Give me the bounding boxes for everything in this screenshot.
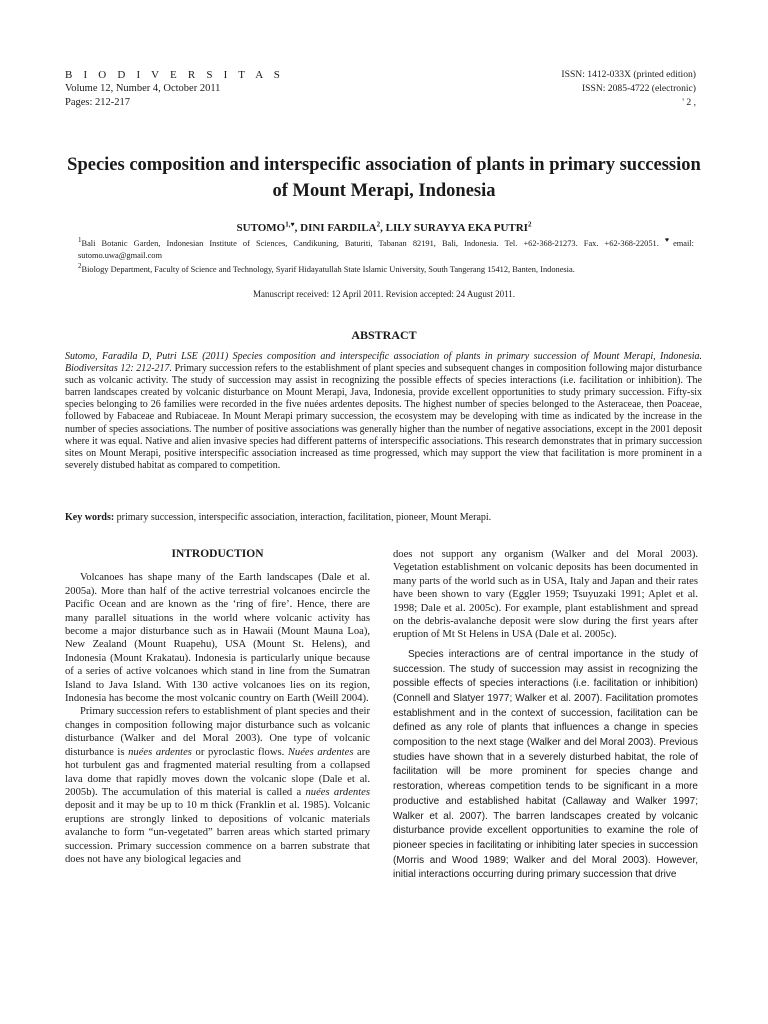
email-sup: ♥ bbox=[664, 236, 674, 245]
affiliation-2 bbox=[78, 264, 694, 276]
author-list bbox=[60, 222, 708, 234]
intro-p2-part-a: Primary succession refers to establishment of plant species and their changes in composition following major disturbance such as volcanic disturbance (Walker and del Moral 2003). One type of volcanic disturbance is bbox=[65, 706, 370, 758]
affiliation-1-text: Bali Botanic Garden, Indonesian Institute of Sciences, Candikuning, Baturiti, Tabanan 82191, Bali, Indonesia. Tel. +62-368-21273. Fax. +62-368-22051. bbox=[81, 239, 659, 248]
issn-print: ISSN: 1412-033X (printed edition) bbox=[561, 69, 696, 80]
intro-p2-part-c: are hot turbulent gas and fragmented material resulting from a collapsed lava dome that rapidly moves down the volcanic slope (Dale et al. 2005b). The accumulation of this material is called a bbox=[65, 746, 370, 798]
left-column bbox=[65, 548, 370, 866]
author-email[interactable]: email: sutomo.uwa@gmail.com bbox=[78, 239, 694, 260]
abstract-body bbox=[65, 351, 702, 472]
keywords-text: primary succession, interspecific association, interaction, facilitation, pioneer, Mount Merapi. bbox=[114, 512, 492, 523]
abstract-citation: Sutomo, Faradila D, Putri LSE (2011) Species composition and interspecific association of plants in primary succession of Mount Merapi, Indonesia. Biodiversitas 12: 212-217. bbox=[65, 351, 702, 375]
abstract-text: Primary succession refers to the establishment of plant species and subsequent changes in composition following major disturbance such as volcanic activity. The study of succession may assist in recognizing the possible effects of species interactions (i.e. facilitation or inhibition). The barren landscapes created by volcanic disturbance on Mount Merapi, Java, Indonesia, provide excellent opportunities to study primary succession. Fifty-six species belonging to 26 families were recorded in the five nuées ardentes deposits. The highest number of species belonged to the Asteraceae, then Poaceae, followed by Fabaceae and Rubiaceae. In Mount Merapi primary succession, the ecosystem may be developing with time as indicated by the increase in the number of species associations. The number of positive associations was generally higher than the number of negative associations, except in the 2001 deposit where it was equal. Native and alien invasive species had different patterns of interspecific associations. This research demonstrates that in primary succession sites on Mount Merapi, positive interspecific association increased as time progressed, which may support the view that facilitation is more prominent in a severely distubed habitat as compared to competition. bbox=[65, 363, 702, 471]
intro-p2-term-1: nuées ardentes bbox=[128, 746, 192, 758]
abstract-heading: ABSTRACT bbox=[351, 328, 417, 342]
right-column bbox=[393, 548, 698, 883]
author-2-sup: 2 bbox=[376, 220, 381, 229]
author-3: , LILY SURAYYA EKA PUTRI bbox=[380, 222, 528, 234]
intro-paragraph-2 bbox=[65, 705, 370, 866]
author-3-sup: 2 bbox=[527, 220, 532, 229]
paper-title: Species composition and interspecific association of plants in primary succession of Mount Merapi, Indonesia bbox=[67, 155, 701, 201]
affiliation-2-text: Biology Department, Faculty of Science and Technology, Syarif Hidayatullah State Islamic University, South Tangerang 15412, Banten, Indonesia. bbox=[81, 265, 575, 274]
intro-p2-term-3: nuées ardentes bbox=[305, 786, 370, 798]
intro-paragraph-3: does not support any organism (Walker and del Moral 2003). Vegetation establishment on volcanic deposits has been documented in many parts of the world such as in USA, Italy and Japan and their rates have been shown to vary (Eggler 1959; Tsuyuzaki 1991; Aplet et al. 1998; Dale et al. 2005c). For example, plant establishment and spread on the debris-avalanche deposit were slow during the first years after eruption of Mt St Helens in USA (Dale et al. 2005c). bbox=[393, 549, 698, 641]
affiliation-2-sup: 2 bbox=[78, 262, 82, 271]
pages-info: Pages: 212-217 bbox=[65, 97, 131, 108]
issn-electronic: ISSN: 2085-4722 (electronic) bbox=[581, 83, 696, 94]
intro-p2-part-b: or pyroclastic flows. bbox=[191, 746, 288, 758]
volume-info: Volume 12, Number 4, October 2011 bbox=[65, 83, 221, 94]
journal-header bbox=[65, 68, 284, 110]
introduction-heading: INTRODUCTION bbox=[171, 548, 264, 560]
intro-p2-term-2: Nuées ardentes bbox=[287, 746, 354, 758]
keywords-label: Key words: bbox=[65, 512, 115, 523]
keywords bbox=[65, 511, 702, 524]
affiliation-1-sup: 1 bbox=[78, 236, 82, 245]
journal-name: B I O D I V E R S I T A S bbox=[65, 69, 285, 81]
issn-block bbox=[561, 68, 696, 110]
intro-p2-part-d: deposit and it may be up to 10 m thick (Franklin et al. 1985). Volcanic eruptions are strongly linked to depositions of volcanic materials avalanche to form “un-vegetated” barren areas which started primary succession. Primary succession commence on a barren substrate that does not have any biological legacies and bbox=[65, 800, 370, 865]
author-2: , DINI FARDILA bbox=[294, 222, 377, 234]
intro-paragraph-4: Species interactions are of central importance in the study of succession. The study of succession may assist in recognizing the possible effects of species interactions (i.e. facilitation or inhibition) (Connell and Slatyer 1977; Walker et al. 2007). Facilitation promotes establishment and in the context of succession, facilitation can be defined as any role of plants that influences a change in species composition to the next stage (Walker and del Moral 2003). Previous studies have shown that in a severely disturbed habitat, the role of facilitation will be more prominent for species change and restoration, whereas competition tends to be significant in a more productive and established habitat (Callaway and Walker 1997; Walker et al. 2007). The barren landscapes created by volcanic disturbance provide excellent opportunities to examine the role of pioneer species in facilitating or inhibiting later species in succession (Morris and Wood 1989; Walker and del Moral 2003). However, initial interactions occurring during primary succession that drive bbox=[393, 648, 698, 881]
author-1: SUTOMO bbox=[236, 222, 286, 234]
affiliation-1 bbox=[78, 238, 694, 262]
author-1-sup: 1,♥ bbox=[285, 220, 295, 229]
intro-paragraph-1: Volcanoes has shape many of the Earth landscapes (Dale et al. 2005a). More than half of the active terrestrial volcanoes encircle the Pacific Ocean and are known as the ‘ring of fire’. Hence, there are many parallel situations in the world where volcanic activity has become a major disturbance such as in Hawaii (Mount Mauna Loa), New Zealand (Mount Ruapehu), USA (Mount St. Helens), and Indonesia (Mount Krakatau). Indonesia is particularly unique because of a series of active volcanoes which stand in line from the Sumatran Island to Java Island. With 130 active volcanoes lies on its region, Indonesia has become the most volcanic country on Earth (Weill 2004). bbox=[65, 572, 370, 705]
header-mark: ' 2 , bbox=[682, 97, 696, 108]
manuscript-dates: Manuscript received: 12 April 2011. Revision accepted: 24 August 2011. bbox=[252, 289, 516, 299]
